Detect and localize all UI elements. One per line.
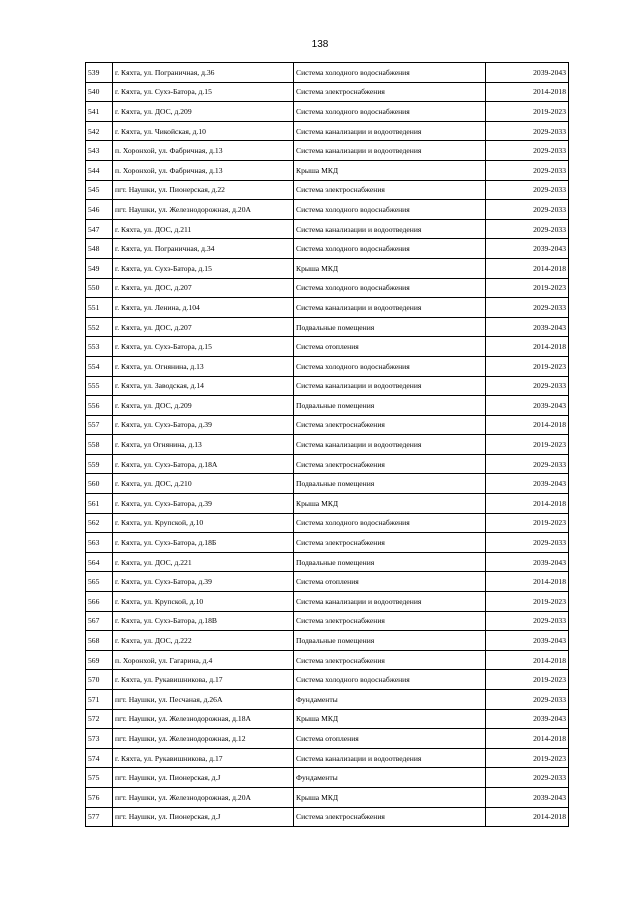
address-cell: г. Кяхта, ул. ДОС, д.209	[113, 102, 294, 122]
system-cell: Система отопления	[294, 729, 486, 749]
period-cell: 2029-2033	[486, 219, 569, 239]
address-cell: г. Кяхта, ул. Сухэ-Батора, д.15	[113, 258, 294, 278]
system-cell: Система электроснабжения	[294, 454, 486, 474]
period-cell: 2019-2023	[486, 748, 569, 768]
period-cell: 2039-2043	[486, 63, 569, 83]
address-cell: пгт. Наушки, ул. Пионерская, д.J	[113, 807, 294, 827]
table-body	[86, 63, 569, 827]
system-cell: Система электроснабжения	[294, 611, 486, 631]
table-row	[86, 278, 569, 298]
system-cell: Система канализации и водоотведения	[294, 435, 486, 455]
table-row	[86, 63, 569, 83]
row-number: 541	[86, 102, 113, 122]
system-cell: Подвальные помещения	[294, 552, 486, 572]
system-cell: Система холодного водоснабжения	[294, 670, 486, 690]
row-number: 539	[86, 63, 113, 83]
period-cell: 2019-2023	[486, 102, 569, 122]
address-cell: п. Хоронхой, ул. Фабричная, д.13	[113, 160, 294, 180]
row-number: 575	[86, 768, 113, 788]
table-row	[86, 533, 569, 553]
table-row	[86, 729, 569, 749]
table-row	[86, 239, 569, 259]
system-cell: Система канализации и водоотведения	[294, 376, 486, 396]
address-cell: г. Кяхта, ул. Сухэ-Батора, д.15	[113, 82, 294, 102]
table-row	[86, 102, 569, 122]
table-row	[86, 650, 569, 670]
period-cell: 2029-2033	[486, 180, 569, 200]
system-cell: Система электроснабжения	[294, 180, 486, 200]
system-cell: Система канализации и водоотведения	[294, 592, 486, 612]
table-row	[86, 748, 569, 768]
row-number: 564	[86, 552, 113, 572]
row-number: 576	[86, 787, 113, 807]
period-cell: 2029-2033	[486, 160, 569, 180]
period-cell: 2014-2018	[486, 258, 569, 278]
table-row	[86, 219, 569, 239]
table-row	[86, 494, 569, 514]
row-number: 542	[86, 121, 113, 141]
row-number: 548	[86, 239, 113, 259]
table-row	[86, 690, 569, 710]
row-number: 551	[86, 298, 113, 318]
period-cell: 2019-2023	[486, 278, 569, 298]
table-row	[86, 200, 569, 220]
table-row	[86, 631, 569, 651]
row-number: 550	[86, 278, 113, 298]
row-number: 557	[86, 415, 113, 435]
period-cell: 2029-2033	[486, 690, 569, 710]
period-cell: 2019-2023	[486, 592, 569, 612]
system-cell: Подвальные помещения	[294, 631, 486, 651]
row-number: 559	[86, 454, 113, 474]
period-cell: 2014-2018	[486, 494, 569, 514]
address-cell: п. Хоронхой, ул. Фабричная, д.13	[113, 141, 294, 161]
period-cell: 2029-2033	[486, 768, 569, 788]
row-number: 555	[86, 376, 113, 396]
system-cell: Система канализации и водоотведения	[294, 748, 486, 768]
table-row	[86, 454, 569, 474]
row-number: 562	[86, 513, 113, 533]
row-number: 549	[86, 258, 113, 278]
table-row	[86, 552, 569, 572]
table-row	[86, 787, 569, 807]
system-cell: Система электроснабжения	[294, 82, 486, 102]
system-cell: Система холодного водоснабжения	[294, 102, 486, 122]
address-cell: г. Кяхта, ул. ДОС, д.209	[113, 396, 294, 416]
period-cell: 2019-2023	[486, 513, 569, 533]
table-row	[86, 82, 569, 102]
table-row	[86, 709, 569, 729]
period-cell: 2039-2043	[486, 317, 569, 337]
period-cell: 2039-2043	[486, 631, 569, 651]
table-row	[86, 141, 569, 161]
table-row	[86, 415, 569, 435]
period-cell: 2039-2043	[486, 787, 569, 807]
row-number: 572	[86, 709, 113, 729]
period-cell: 2029-2033	[486, 121, 569, 141]
period-cell: 2019-2023	[486, 670, 569, 690]
period-cell: 2039-2043	[486, 396, 569, 416]
address-cell: пгт. Наушки, ул. Песчаная, д.26А	[113, 690, 294, 710]
period-cell: 2029-2033	[486, 141, 569, 161]
system-cell: Система холодного водоснабжения	[294, 356, 486, 376]
period-cell: 2019-2023	[486, 356, 569, 376]
row-number: 577	[86, 807, 113, 827]
period-cell: 2014-2018	[486, 82, 569, 102]
row-number: 558	[86, 435, 113, 455]
table-row	[86, 592, 569, 612]
page-number: 138	[311, 39, 329, 50]
table-row	[86, 611, 569, 631]
system-cell: Система холодного водоснабжения	[294, 200, 486, 220]
address-cell: г. Кяхта, ул. Сухэ-Батора, д.39	[113, 415, 294, 435]
system-cell: Система канализации и водоотведения	[294, 219, 486, 239]
system-cell: Крыша МКД	[294, 709, 486, 729]
system-cell: Подвальные помещения	[294, 474, 486, 494]
address-cell: г. Кяхта, ул. ДОС, д.207	[113, 278, 294, 298]
address-cell: г. Кяхта, ул. ДОС, д.210	[113, 474, 294, 494]
period-cell: 2014-2018	[486, 337, 569, 357]
system-cell: Система холодного водоснабжения	[294, 63, 486, 83]
system-cell: Крыша МКД	[294, 258, 486, 278]
period-cell: 2029-2033	[486, 376, 569, 396]
address-cell: г. Кяхта, ул. ДОС, д.207	[113, 317, 294, 337]
row-number: 570	[86, 670, 113, 690]
address-cell: г. Кяхта, ул. ДОС, д.221	[113, 552, 294, 572]
address-cell: г. Кяхта, ул. ДОС, д.222	[113, 631, 294, 651]
system-cell: Фундаменты	[294, 768, 486, 788]
row-number: 543	[86, 141, 113, 161]
table-row	[86, 160, 569, 180]
table-row	[86, 356, 569, 376]
address-cell: пгт. Наушки, ул. Железнодорожная, д.12	[113, 729, 294, 749]
table-row	[86, 258, 569, 278]
period-cell: 2039-2043	[486, 474, 569, 494]
table-row	[86, 317, 569, 337]
system-cell: Подвальные помещения	[294, 396, 486, 416]
system-cell: Система канализации и водоотведения	[294, 121, 486, 141]
table-row	[86, 474, 569, 494]
address-cell: пгт. Наушки, ул. Железнодорожная, д.20А	[113, 787, 294, 807]
system-cell: Система отопления	[294, 572, 486, 592]
table-row	[86, 121, 569, 141]
address-cell: пгт. Наушки, ул. Железнодорожная, д.20А	[113, 200, 294, 220]
system-cell: Система электроснабжения	[294, 415, 486, 435]
system-cell: Система электроснабжения	[294, 807, 486, 827]
system-cell: Подвальные помещения	[294, 317, 486, 337]
table-row	[86, 180, 569, 200]
period-cell: 2029-2033	[486, 454, 569, 474]
row-number: 556	[86, 396, 113, 416]
address-cell: г. Кяхта, ул. Сухэ-Батора, д.18Б	[113, 533, 294, 553]
address-cell: г. Кяхта, ул. Пограничная, д.34	[113, 239, 294, 259]
table-row	[86, 670, 569, 690]
address-cell: г. Кяхта, ул. Огнянина, д.13	[113, 356, 294, 376]
row-number: 571	[86, 690, 113, 710]
row-number: 567	[86, 611, 113, 631]
period-cell: 2014-2018	[486, 650, 569, 670]
system-cell: Фундаменты	[294, 690, 486, 710]
table-row	[86, 572, 569, 592]
address-cell: п. Хоронхой, ул. Гагарина, д.4	[113, 650, 294, 670]
address-cell: г. Кяхта, ул. Рукавишникова, д.17	[113, 670, 294, 690]
table-row	[86, 768, 569, 788]
table-row	[86, 337, 569, 357]
address-cell: г. Кяхта, ул. Сухэ-Батора, д.39	[113, 572, 294, 592]
address-cell: г. Кяхта, ул. Крупской, д.10	[113, 513, 294, 533]
period-cell: 2029-2033	[486, 611, 569, 631]
system-cell: Система канализации и водоотведения	[294, 141, 486, 161]
row-number: 563	[86, 533, 113, 553]
system-cell: Система холодного водоснабжения	[294, 513, 486, 533]
row-number: 553	[86, 337, 113, 357]
row-number: 566	[86, 592, 113, 612]
row-number: 545	[86, 180, 113, 200]
period-cell: 2014-2018	[486, 807, 569, 827]
row-number: 547	[86, 219, 113, 239]
address-cell: г. Кяхта, ул. Крупской, д.10	[113, 592, 294, 612]
address-cell: г. Кяхта, ул. Сухэ-Батора, д.39	[113, 494, 294, 514]
system-cell: Крыша МКД	[294, 494, 486, 514]
row-number: 560	[86, 474, 113, 494]
address-cell: пгт. Наушки, ул. Пионерская, д.J	[113, 768, 294, 788]
period-cell: 2039-2043	[486, 709, 569, 729]
address-cell: г. Кяхта, ул. Ленина, д.104	[113, 298, 294, 318]
address-cell: г. Кяхта, ул. Сухэ-Батора, д.15	[113, 337, 294, 357]
period-cell: 2014-2018	[486, 729, 569, 749]
system-cell: Система холодного водоснабжения	[294, 278, 486, 298]
repair-schedule-table	[85, 62, 569, 827]
system-cell: Система электроснабжения	[294, 650, 486, 670]
address-cell: г. Кяхта, ул. Чикойская, д.10	[113, 121, 294, 141]
table-row	[86, 298, 569, 318]
period-cell: 2014-2018	[486, 415, 569, 435]
row-number: 540	[86, 82, 113, 102]
row-number: 569	[86, 650, 113, 670]
system-cell: Крыша МКД	[294, 787, 486, 807]
period-cell: 2019-2023	[486, 435, 569, 455]
system-cell: Система электроснабжения	[294, 533, 486, 553]
row-number: 546	[86, 200, 113, 220]
system-cell: Система холодного водоснабжения	[294, 239, 486, 259]
row-number: 574	[86, 748, 113, 768]
period-cell: 2039-2043	[486, 239, 569, 259]
period-cell: 2029-2033	[486, 200, 569, 220]
address-cell: пгт. Наушки, ул. Пионерская, д.22	[113, 180, 294, 200]
table-row	[86, 396, 569, 416]
row-number: 561	[86, 494, 113, 514]
address-cell: г. Кяхта, ул. Сухэ-Батора, д.18А	[113, 454, 294, 474]
address-cell: г. Кяхта, ул. ДОС, д.211	[113, 219, 294, 239]
address-cell: г. Кяхта, ул. Сухэ-Батора, д.18В	[113, 611, 294, 631]
period-cell: 2039-2043	[486, 552, 569, 572]
row-number: 544	[86, 160, 113, 180]
period-cell: 2029-2033	[486, 298, 569, 318]
table-row	[86, 807, 569, 827]
table-row	[86, 376, 569, 396]
address-cell: г. Кяхта, ул. Пограничная, д.36	[113, 63, 294, 83]
row-number: 554	[86, 356, 113, 376]
row-number: 552	[86, 317, 113, 337]
address-cell: г. Кяхта, ул Огнянина, д.13	[113, 435, 294, 455]
period-cell: 2029-2033	[486, 533, 569, 553]
table-row	[86, 435, 569, 455]
row-number: 568	[86, 631, 113, 651]
address-cell: г. Кяхта, ул. Заводская, д.14	[113, 376, 294, 396]
table-row	[86, 513, 569, 533]
address-cell: г. Кяхта, ул. Рукавишникова, д.17	[113, 748, 294, 768]
row-number: 573	[86, 729, 113, 749]
row-number: 565	[86, 572, 113, 592]
period-cell: 2014-2018	[486, 572, 569, 592]
system-cell: Система отопления	[294, 337, 486, 357]
system-cell: Система канализации и водоотведения	[294, 298, 486, 318]
address-cell: пгт. Наушки, ул. Железнодорожная, д.18А	[113, 709, 294, 729]
system-cell: Крыша МКД	[294, 160, 486, 180]
